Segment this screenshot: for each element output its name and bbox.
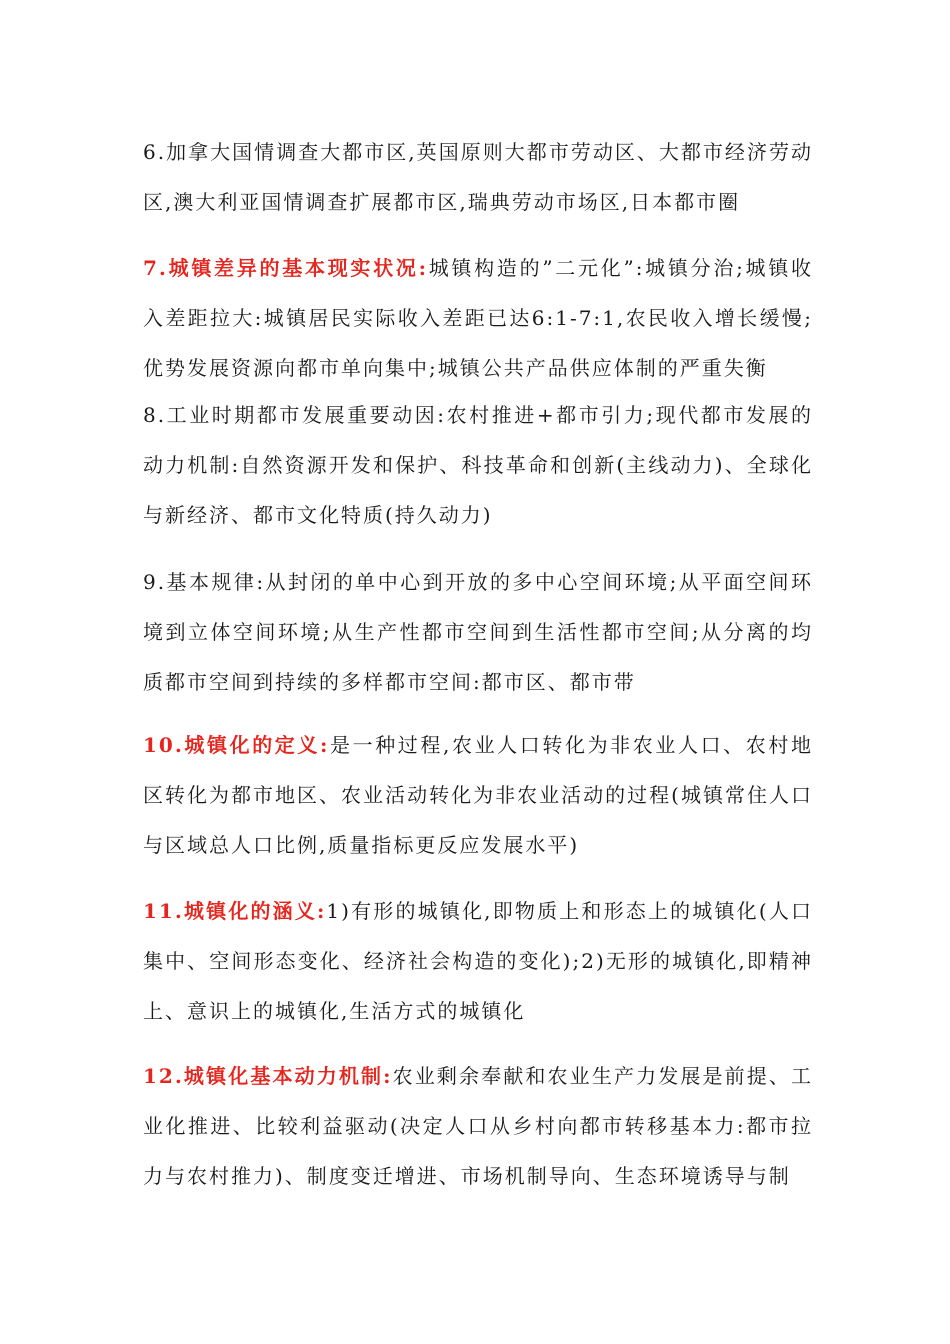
paragraph-11 (143, 886, 813, 1036)
paragraph-8-text: 8.工业时期都市发展重要动因:农村推进+都市引力;现代都市发展的动力机制:自然资源开发和保护、科技革命和创新(主线动力)、全球化与新经济、都市文化特质(持久动力) (143, 403, 813, 527)
paragraph-12-term: 12.城镇化基本动力机制: (143, 1064, 393, 1088)
paragraph-6-text: 6.加拿大国情调查大都市区,英国原则大都市劳动区、大都市经济劳动区,澳大利亚国情调查扩展都市区,瑞典劳动市场区,日本都市圈 (143, 140, 813, 214)
paragraph-12 (143, 1051, 813, 1201)
paragraph-10-text: 是一种过程,农业人口转化为非农业人口、农村地区转化为都市地区、农业活动转化为非农业活动的过程(城镇常住人口与区域总人口比例,质量指标更反应发展水平) (143, 733, 813, 857)
paragraph-7-text: 城镇构造的”二元化”:城镇分治;城镇收入差距拉大:城镇居民实际收入差距已达6:1-7:1,农民收入增长缓慢;优势发展资源向都市单向集中;城镇公共产品供应体制的严重失衡 (143, 256, 813, 380)
paragraph-12-text: 农业剩余奉献和农业生产力发展是前提、工业化推进、比较利益驱动(决定人口从乡村向都市转移基本力:都市拉力与农村推力)、制度变迁增进、市场机制导向、生态环境诱导与制 (143, 1064, 813, 1188)
paragraph-7-term: 7.城镇差异的基本现实状况: (143, 256, 428, 280)
paragraph-10 (143, 720, 813, 870)
paragraph-7 (143, 243, 813, 393)
paragraph-9-text: 9.基本规律:从封闭的单中心到开放的多中心空间环境;从平面空间环境到立体空间环境;从生产性都市空间到生活性都市空间;从分离的均质都市空间到持续的多样都市空间:都市区、都市带 (143, 570, 813, 694)
paragraph-11-text: 1)有形的城镇化,即物质上和形态上的城镇化(人口集中、空间形态变化、经济社会构造的变化);2)无形的城镇化,即精神上、意识上的城镇化,生活方式的城镇化 (143, 899, 813, 1023)
paragraph-10-term: 10.城镇化的定义: (143, 733, 330, 757)
paragraph-6 (143, 127, 813, 227)
paragraph-8 (143, 390, 813, 540)
paragraph-11-term: 11.城镇化的涵义: (143, 899, 327, 923)
paragraph-9 (143, 557, 813, 707)
